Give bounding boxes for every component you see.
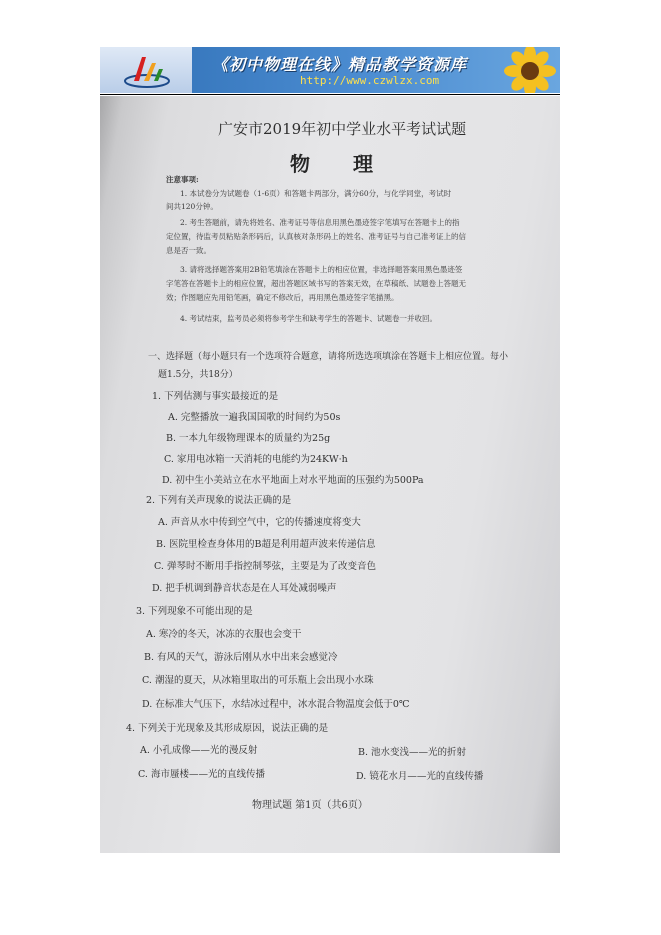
- question-option: D. 镜花水月——光的直线传播: [356, 771, 484, 782]
- exam-photo: [100, 96, 560, 853]
- question-stem: 1. 下列估测与事实最接近的是: [152, 391, 279, 402]
- question-option: A. 小孔成像——光的漫反射: [140, 745, 258, 756]
- logo-area: [100, 47, 192, 93]
- question-stem: 3. 下列现象不可能出现的是: [136, 606, 253, 617]
- subject-title: 物 理: [290, 152, 391, 176]
- notice-line: 4. 考试结束，监考员必须将参考学生和缺考学生的答题卡、试题卷一并收回。: [180, 314, 438, 323]
- question-option: D. 在标准大气压下，水结冰过程中，冰水混合物温度会低于0℃: [142, 699, 410, 710]
- header-banner: [100, 47, 560, 93]
- notice-heading: 注意事项:: [166, 175, 199, 184]
- question-stem: 2. 下列有关声现象的说法正确的是: [146, 495, 292, 506]
- header-rule: [100, 94, 560, 95]
- czwlzx-logo-icon: [122, 51, 172, 89]
- question-option: A. 完整播放一遍我国国歌的时间约为50s: [168, 412, 341, 423]
- notice-line: 3. 请将选择题答案用2B铅笔填涂在答题卡上的相应位置，非选择题答案用黑色墨迹签: [180, 265, 463, 274]
- question-option: C. 潮湿的夏天，从冰箱里取出的可乐瓶上会出现小水珠: [142, 675, 374, 686]
- page-footer: 物理试题 第1页（共6页）: [252, 800, 368, 811]
- question-option: C. 家用电冰箱一天消耗的电能约为24KW·h: [164, 454, 348, 465]
- question-option: A. 声音从水中传到空气中，它的传播速度将变大: [158, 517, 361, 528]
- notice-line: 2. 考生答题前，请先将姓名、准考证号等信息用黑色墨迹签字笔填写在答题卡上的指: [180, 218, 460, 227]
- question-option: D. 初中生小美站立在水平地面上对水平地面的压强约为500Pa: [162, 475, 424, 486]
- notice-line: 1. 本试卷分为试题卷（1-6页）和答题卡两部分，满分60分，与化学同堂，考试时: [180, 189, 452, 198]
- banner-title: 《初中物理在线》精品教学资源库: [212, 55, 468, 74]
- notice-line: 间共120分钟。: [166, 202, 218, 211]
- question-option: B. 有风的天气，游泳后刚从水中出来会感觉冷: [144, 652, 338, 663]
- question-option: D. 把手机调到静音状态是在人耳处减弱噪声: [152, 583, 337, 594]
- exam-title: 广安市2019年初中学业水平考试试题: [218, 120, 467, 138]
- section-title-cont: 题1.5分，共18分）: [158, 370, 238, 380]
- sunflower-icon: [490, 47, 560, 93]
- banner-url: http://www.czwlzx.com: [300, 74, 440, 87]
- section-title: 一、选择题（每小题只有一个选项符合题意，请将所选选项填涂在答题卡上相应位置。每小: [148, 352, 509, 362]
- question-stem: 4. 下列关于光现象及其形成原因，说法正确的是: [126, 723, 329, 734]
- question-option: A. 寒冷的冬天，冰冻的衣服也会变干: [146, 629, 302, 640]
- question-option: C. 弹琴时不断用手指控制琴弦，主要是为了改变音色: [154, 561, 376, 572]
- question-option: B. 医院里检查身体用的B超是利用超声波来传递信息: [156, 539, 376, 550]
- notice-line: 定位置，待监考员粘贴条形码后，认真核对条形码上的姓名、准考证号与自己准考证上的信: [166, 232, 466, 241]
- notice-line: 效；作图题应先用铅笔画，确定不修改后，再用黑色墨迹签字笔描黑。: [166, 293, 399, 302]
- question-option: B. 一本九年级物理课本的质量约为25g: [166, 433, 331, 444]
- notice-line: 息是否一致。: [166, 246, 211, 255]
- question-option: C. 海市蜃楼——光的直线传播: [138, 769, 265, 780]
- question-option: B. 池水变浅——光的折射: [358, 747, 467, 758]
- notice-line: 字笔答在答题卡上的相应位置，超出答题区域书写的答案无效，在草稿纸、试题卷上答题无: [166, 279, 466, 288]
